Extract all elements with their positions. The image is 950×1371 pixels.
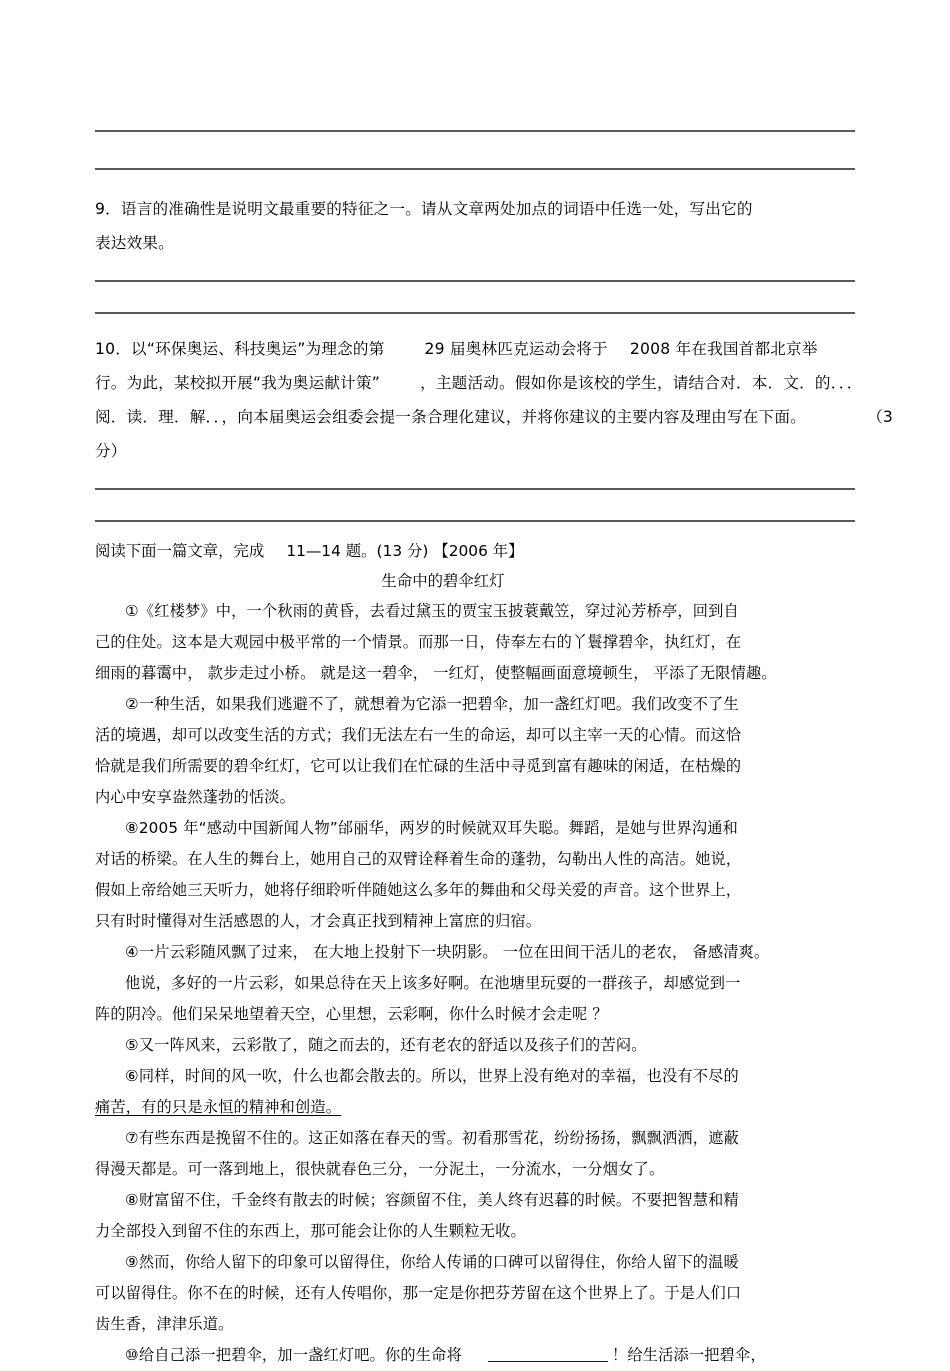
question-10-line-1 <box>95 332 881 366</box>
paragraph-4-line-3: 阵的阴冷。他们呆呆地望着天空，心里想，云彩啊，你什么时候才会走呢 ？ <box>95 1005 608 1023</box>
paragraph-3-line-4: 只有时时懂得对生活感恩的人，才会真正找到精神上富庶的归宿。 <box>95 912 542 930</box>
question-10-line-3 <box>95 400 893 434</box>
paragraph-9-line-2: 可以留得住。你不在的时候，还有人传唱你，那一定是你把芬芳留在这个世界上了。于是人们口 <box>95 1284 742 1302</box>
essay-paragraph-8 <box>95 1185 881 1247</box>
question-10-line-1-part-a: 10．以“环保奥运、科技奥运”为理念的第 <box>95 340 385 358</box>
reading-instruction <box>95 536 881 566</box>
paragraph-3-line-2: 对话的桥梁。在人生的舞台上，她用自己的双臂诠释着生命的蓬勃，勾勒出人性的高洁。她说， <box>95 850 742 868</box>
question-10-line-2 <box>95 366 881 400</box>
paragraph-10-line-1 <box>95 1340 881 1371</box>
paragraph-7-line-2: 得漫天都是。可一落到地上，很快就春色三分，一分泥土，一分流水，一分烟女了。 <box>95 1160 665 1178</box>
question-10-line-1-part-c: 2008 年在我国首都北京举 <box>629 340 818 358</box>
paragraph-8-line-2: 力全部投入到留不住的东西上，那可能会让你的人生颗粒无收。 <box>95 1222 526 1240</box>
paragraph-4-line-2: 他说，多好的一片云彩，如果总待在天上该多好啊。在池塘里玩耍的一群孩子，却感觉到一 <box>125 974 741 992</box>
paragraph-2-line-2: 活的境遇，却可以改变生活的方式；我们无法左右一生的命运，却可以主宰一天的心情。而这恰 <box>95 726 742 744</box>
paragraph-5-line-1: ⑤又一阵风来，云彩散了，随之而去的，还有老农的舒适以及孩子们的苦闷。 <box>125 1036 647 1054</box>
paragraph-6-line-1 <box>95 1061 881 1092</box>
paragraph-1-line-2: 己的住处。这本是大观园中极平常的一个情景。而那一日，侍奉左右的丫鬟撑碧伞，执红灯，在 <box>95 633 742 651</box>
reading-instruction-part-b: 11—14 题。(13 分) 【2006 年】 <box>286 542 524 560</box>
essay-paragraph-1 <box>95 596 881 689</box>
question-10-line-3-text: 阅．读．理．解．．，向本届奥运会组委会提一条合理化建议，并将你建议的主要内容及理由写在下面。 <box>95 408 806 426</box>
question-10-line-1-part-b: 29 届奥林匹克运动会将于 <box>424 340 608 358</box>
rule-spacer <box>95 282 881 312</box>
paragraph-3-line-1: ⑧2005 年“感动中国新闻人物”邰丽华，两岁的时候就双耳失聪。舞蹈，是她与世界沟通和 <box>125 819 738 837</box>
essay-paragraph-6 <box>95 1061 881 1123</box>
answer-lines-question-9 <box>95 280 881 314</box>
essay-paragraph-7 <box>95 1123 881 1185</box>
paragraph-4-line-1: ④一片云彩随风飘了过来， 在大地上投射下一块阴影。 一位在田间干活儿的老农， 备感清爽。 <box>125 943 770 961</box>
paragraph-9-line-3: 齿生香，津津乐道。 <box>95 1315 234 1333</box>
paragraph-1-line-1: ①《红楼梦》中，一个秋雨的黄昏，去看过黛玉的贾宝玉披蓑戴笠，穿过沁芳桥亭，回到自 <box>125 602 739 620</box>
page-content <box>95 130 893 1371</box>
paragraph-2-line-1: ②一种生活，如果我们逃避不了，就想着为它添一把碧伞，加一盏红灯吧。我们改变不了生 <box>125 695 739 713</box>
question-10-line-4: 分） <box>95 442 127 460</box>
paragraph-8-line-1: ⑧财富留不住，千金终有散去的时候；容颜留不住，美人终有迟暮的时候。不要把智慧和精 <box>125 1191 739 1209</box>
question-10-line-2-part-b: ，主题活动。假如你是该校的学生，请结合对．本．文．的．．． <box>420 374 863 392</box>
essay-paragraph-10 <box>95 1340 881 1371</box>
paragraph-1-line-3: 细雨的暮霭中， 款步走过小桥。 就是这一碧伞， 一红灯，使整幅画面意境顿生， 平添了无限情趣。 <box>95 664 777 682</box>
paragraph-6-line-2-text: 痛苦，有的只是永恒的精神和创造。 <box>95 1098 342 1116</box>
question-9-line-2: 表达效果。 <box>95 234 174 252</box>
fill-in-blank[interactable] <box>488 1361 608 1362</box>
question-10-score: （3 <box>867 408 893 426</box>
paragraph-2-line-3: 恰就是我们所需要的碧伞红灯，它可以让我们在忙碌的生活中寻觅到富有趣味的闲适，在枯燥的 <box>95 757 742 775</box>
essay-paragraph-5 <box>95 1030 881 1061</box>
paragraph-7-line-1: ⑦有些东西是挽留不住的。这正如落在春天的雪。初看那雪花，纷纷扬扬，飘飘洒洒，遮蔽 <box>125 1129 739 1147</box>
paragraph-10-text-before-blank: ⑩给自己添一把碧伞，加一盏红灯吧。你的生命将 <box>125 1346 462 1364</box>
essay-paragraph-2 <box>95 689 881 813</box>
paragraph-9-line-1: ⑨然而，你给人留下的印象可以留得住，你给人传诵的口碑可以留得住，你给人留下的温暖 <box>125 1253 739 1271</box>
paragraph-10-text-after-blank: ！给生活添一把碧伞， <box>611 1346 766 1364</box>
essay-paragraph-4 <box>95 937 881 1030</box>
question-10 <box>95 332 893 468</box>
question-9-line-1: 9．语言的准确性是说明文最重要的特征之一。请从文章两处加点的词语中任选一处，写出它的 <box>95 200 753 218</box>
question-10-line-2-part-a: 行。为此，某校拟开展“我为奥运献计策” <box>95 374 381 392</box>
essay-title: 生命中的碧伞红灯 <box>381 572 505 590</box>
paragraph-2-line-4: 内心中安享盎然蓬勃的恬淡。 <box>95 788 296 806</box>
answer-lines-question-10 <box>95 488 881 522</box>
question-9 <box>95 192 881 260</box>
essay-paragraph-9 <box>95 1247 881 1340</box>
paragraph-6-line-1-text: ⑥同样，时间的风一吹，什么也都会散去的。所以，世界上没有绝对的幸福，也没有不尽的 <box>125 1067 739 1085</box>
rule-spacer <box>95 132 881 168</box>
answer-lines-top <box>95 130 881 170</box>
paragraph-6-line-2 <box>95 1092 881 1123</box>
reading-instruction-part-a: 阅读下面一篇文章，完成 <box>95 542 265 560</box>
paragraph-3-line-3: 假如上帝给她三天听力，她将仔细聆听伴随她这么多年的舞曲和父母关爱的声音。这个世界上， <box>95 881 742 899</box>
rule-spacer <box>95 490 881 520</box>
essay-paragraph-3 <box>95 813 881 937</box>
